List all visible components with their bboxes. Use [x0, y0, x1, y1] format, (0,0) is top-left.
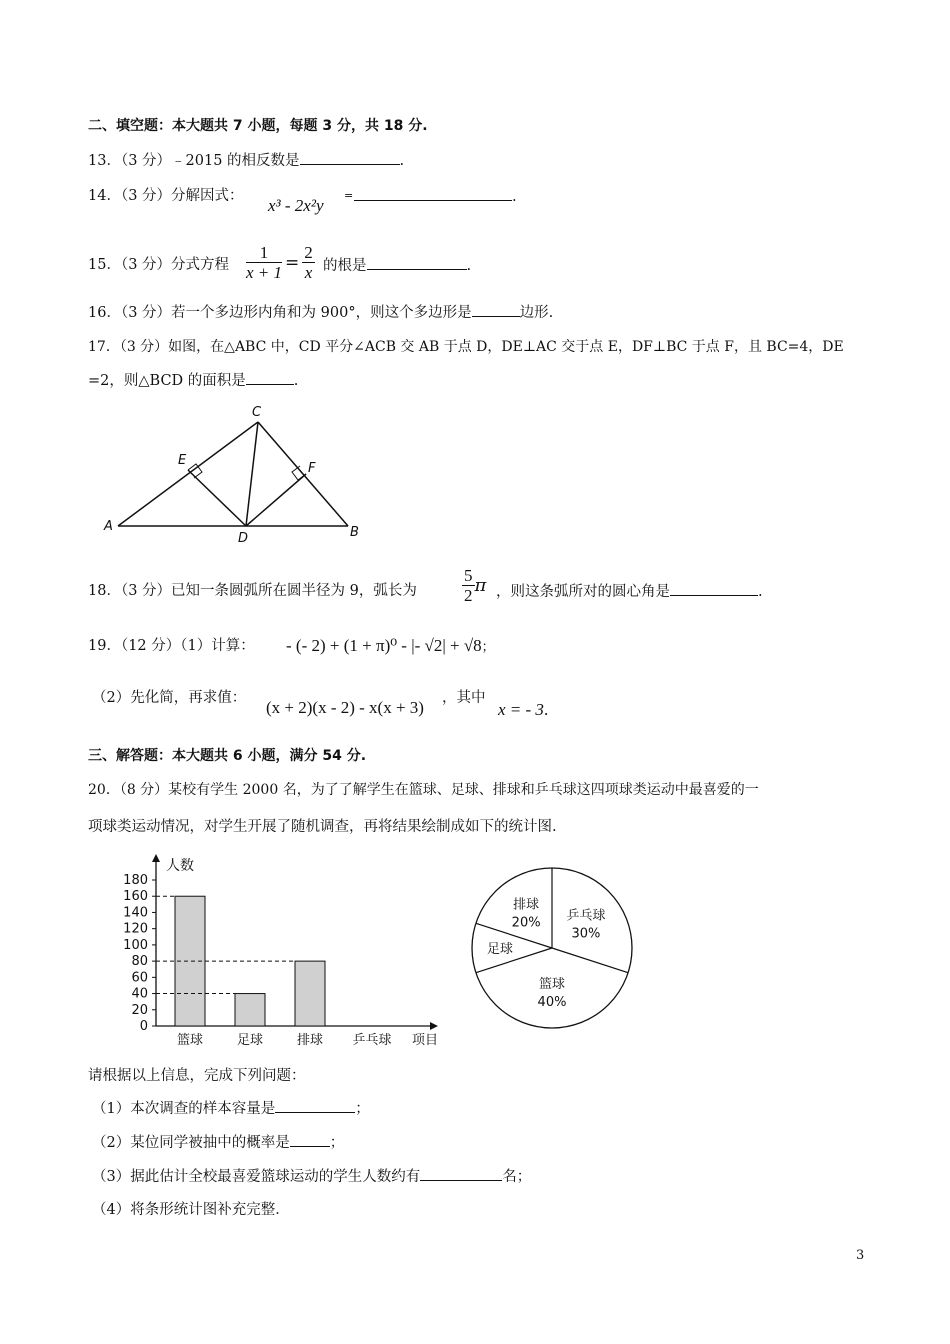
q15-fraction-right: $\frac{2}{x}$: [304, 243, 313, 282]
q14-answer-line: [354, 186, 517, 207]
q18-answer-blank[interactable]: [670, 581, 758, 596]
q19-where: ，其中: [442, 690, 486, 706]
q20-sub1-blank[interactable]: [275, 1098, 355, 1113]
q20-sub3: （3）据此估计全校最喜爱篮球运动的学生人数约有 名；: [92, 1166, 531, 1187]
question-14-label: 14．（3 分）分解因式：: [88, 188, 244, 204]
q18-tail: ，则这条弧所对的圆心角是 .: [496, 581, 763, 602]
segment-df: [246, 474, 306, 526]
x-axis-arrow: [430, 1022, 438, 1030]
side-bc: [258, 422, 348, 526]
q15-fraction-left: $\frac{1}{x + 1}$: [246, 243, 283, 282]
pie-value-pingpong: 30%: [571, 926, 601, 942]
y-axis-label: 人数: [166, 858, 194, 874]
question-15-label: 15．（3 分）分式方程: [88, 257, 230, 273]
bar-2: [295, 961, 325, 1026]
pie-label-football: 足球: [486, 942, 514, 957]
pie-value-basketball: 40%: [537, 995, 567, 1010]
x-category-label: 排球: [296, 1033, 324, 1048]
pie-label-pingpong: 乒乓球: [566, 908, 606, 924]
pie-chart: [466, 862, 638, 1034]
q13-text: 13．（3 分）﹣2015 的相反数是: [88, 153, 300, 169]
q13-end: .: [399, 153, 405, 169]
x-category-label: 乒乓球: [352, 1033, 392, 1048]
q20-intro: 请根据以上信息，完成下列问题：: [88, 1068, 306, 1084]
segment-cd: [246, 422, 258, 526]
section-heading-answer: 三、解答题：本大题共 6 小题，满分 54 分.: [88, 748, 367, 764]
q14-equals: =: [344, 189, 354, 202]
y-tick-label: 40: [131, 986, 148, 1002]
label-a: A: [104, 519, 113, 534]
q13-answer-blank[interactable]: [300, 150, 400, 165]
section-heading-fill-blank: 二、填空题：本大题共 7 小题，每题 3 分，共 18 分.: [88, 118, 428, 134]
question-16: 16．（3 分）若一个多边形内角和为 900°，则这个多边形是 边形.: [88, 302, 553, 323]
label-d: D: [238, 531, 249, 546]
q20-sub2-blank[interactable]: [290, 1132, 330, 1147]
question-13: [88, 150, 404, 171]
page-number: 3: [856, 1248, 865, 1263]
q19-condition: x = - 3.: [498, 700, 549, 719]
q19-expression-2: (x + 2)(x - 2) - x(x + 3): [266, 698, 424, 717]
pie-label-volleyball: 排球: [513, 897, 540, 913]
question-20-line2: 项球类运动情况，对学生开展了随机调查，再将结果绘制成如下的统计图.: [88, 819, 557, 835]
y-tick-label: 180: [123, 873, 148, 888]
y-tick-label: 120: [123, 921, 148, 937]
x-category-label: 篮球: [176, 1033, 204, 1048]
bar-chart: [100, 850, 450, 1055]
q17-answer-blank[interactable]: [246, 370, 294, 385]
y-tick-label: 160: [123, 889, 148, 905]
y-tick-label: 60: [131, 970, 148, 986]
q14-answer-blank[interactable]: [354, 186, 512, 201]
right-angle-mark-f: [292, 466, 306, 480]
q20-sub1: （1）本次调查的样本容量是 ；: [92, 1098, 370, 1119]
q20-sub3-blank[interactable]: [420, 1166, 502, 1181]
question-17-line2: =2，则△BCD 的面积是 .: [88, 370, 298, 391]
question-19-label: 19．（12 分）（1）计算：: [88, 638, 255, 654]
q18-fraction: $\frac{5}{2}$ π: [464, 566, 487, 605]
question-17-line1: 17．（3 分）如图，在△ABC 中，CD 平分∠ACB 交 AB 于点 D，DE⊥AC 交于点 E，DF⊥BC 于点 F，且 BC=4，DE: [88, 339, 844, 355]
q15-answer-blank[interactable]: [367, 255, 467, 270]
side-ac: [118, 422, 258, 526]
y-tick-label: 20: [131, 1002, 148, 1018]
q14-end: .: [512, 189, 517, 205]
y-tick-label: 80: [131, 954, 148, 970]
q16-answer-blank[interactable]: [472, 302, 520, 317]
triangle-figure: [96, 398, 376, 548]
q20-sub4: （4）将条形统计图补充完整．: [92, 1202, 290, 1218]
question-18-label: 18．（3 分）已知一条圆弧所在圆半径为 9，弧长为: [88, 583, 417, 599]
y-axis-arrow: [152, 854, 160, 862]
q15-equals: =: [285, 252, 300, 273]
q14-expression: x³ - 2x²y: [268, 196, 324, 215]
segment-de: [188, 470, 246, 526]
label-c: C: [252, 405, 262, 420]
y-tick-label: 140: [123, 905, 148, 921]
q18-pi: π: [474, 575, 487, 596]
bar-1: [235, 994, 265, 1026]
y-tick-label: 0: [139, 1019, 148, 1034]
q20-sub2: （2）某位同学被抽中的概率是 ；: [92, 1132, 344, 1153]
pie-value-volleyball: 20%: [511, 915, 541, 931]
x-category-label: 足球: [236, 1033, 264, 1048]
q15-equation: [246, 243, 315, 282]
q19-expression-1: - (- 2) + (1 + π)⁰ - |- √2| + √8；: [286, 636, 495, 655]
y-tick-label: 100: [123, 937, 148, 953]
question-20-line1: 20．（8 分）某校有学生 2000 名，为了了解学生在篮球、足球、排球和乒乓球这四项球类运动中最喜爱的一: [88, 782, 759, 798]
label-b: B: [350, 525, 359, 540]
pie-label-basketball: 篮球: [538, 977, 566, 992]
q15-tail: 的根是 .: [323, 255, 471, 276]
label-e: E: [178, 453, 187, 468]
label-f: F: [308, 461, 316, 476]
x-axis-label: 项目: [412, 1033, 439, 1048]
pie-slice-boundary: [552, 948, 628, 973]
q19-part2-label: （2）先化简，再求值：: [92, 690, 247, 706]
